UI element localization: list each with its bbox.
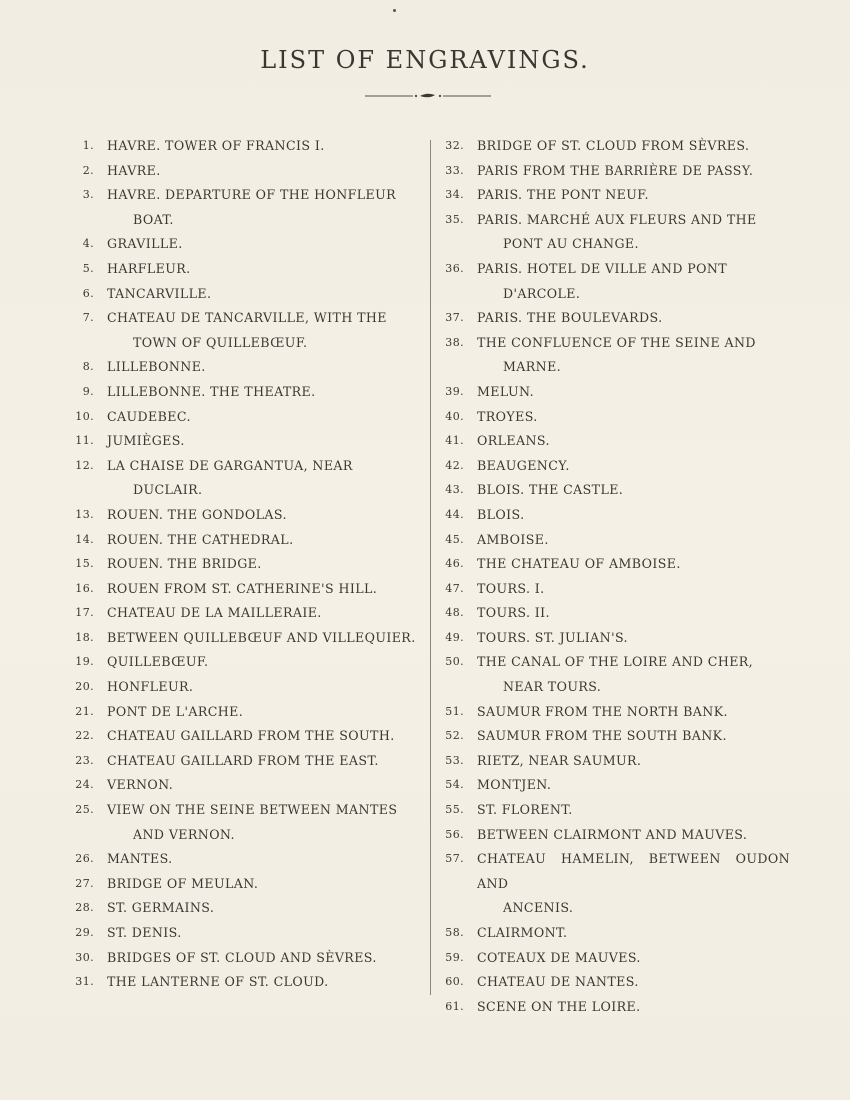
- left-column-list: [60, 134, 420, 995]
- engraving-entry: [60, 282, 420, 307]
- entry-title: [107, 675, 420, 700]
- engraving-entry: [60, 429, 420, 454]
- engraving-entry: [60, 749, 420, 774]
- entry-title: [477, 331, 790, 380]
- entry-title-line: BLOIS. THE CASTLE.: [477, 482, 624, 498]
- engraving-entry: [60, 183, 420, 232]
- entry-title-line: HAVRE.: [107, 162, 161, 178]
- entry-title: [107, 626, 420, 651]
- entry-title: [477, 405, 790, 430]
- entry-title-line: BETWEEN QUILLEBŒUF AND VILLEQUIER.: [107, 629, 416, 645]
- entry-number: 33.: [445, 163, 464, 177]
- entry-title: [477, 798, 790, 823]
- entry-title-line: MANTES.: [107, 851, 173, 867]
- entry-number: 20.: [75, 680, 94, 694]
- entry-title-line: HARFLEUR.: [107, 260, 191, 276]
- entry-number: 26.: [75, 852, 94, 866]
- entry-title-line: GRAVILLE.: [107, 236, 183, 252]
- entry-title: [477, 921, 790, 946]
- entry-title: [107, 405, 420, 430]
- entry-number: 15.: [75, 557, 94, 571]
- engraving-entry: [430, 454, 790, 479]
- engraving-entry: [430, 970, 790, 995]
- engraving-entry: [60, 700, 420, 725]
- entry-title-line: VIEW ON THE SEINE BETWEEN MANTES: [107, 802, 398, 818]
- entry-title-line: THE CONFLUENCE OF THE SEINE AND: [477, 334, 756, 350]
- entry-title-continuation: D'ARCOLE.: [503, 285, 581, 301]
- entry-title: [107, 528, 420, 553]
- entry-number: 57.: [445, 852, 464, 866]
- entry-title-line: MONTJEN.: [477, 777, 552, 793]
- entry-title-line: BETWEEN CLAIRMONT AND MAUVES.: [477, 826, 748, 842]
- engraving-entry: [430, 724, 790, 749]
- engraving-entry: [430, 380, 790, 405]
- entry-title: [107, 159, 420, 184]
- entry-title: [107, 257, 420, 282]
- entry-title-line: TROYES.: [477, 408, 538, 424]
- engraving-entry: [430, 601, 790, 626]
- entry-title: [477, 478, 790, 503]
- engraving-entry: [430, 528, 790, 553]
- entry-number: 21.: [75, 704, 94, 718]
- page-title: LIST OF ENGRAVINGS.: [260, 46, 590, 75]
- entry-number: 55.: [445, 803, 464, 817]
- engraving-entry: [60, 257, 420, 282]
- entry-title-line: CHATEAU GAILLARD FROM THE EAST.: [107, 752, 379, 768]
- engraving-entry: [60, 921, 420, 946]
- entry-title: [477, 429, 790, 454]
- entry-title-line: MELUN.: [477, 383, 534, 399]
- entry-title: [477, 380, 790, 405]
- engraving-entry: [60, 773, 420, 798]
- entry-number: 60.: [445, 975, 464, 989]
- entry-number: 59.: [445, 950, 464, 964]
- entry-number: 34.: [445, 188, 464, 202]
- engraving-entry: [60, 675, 420, 700]
- entry-number: 31.: [75, 975, 94, 989]
- entry-title-line: LILLEBONNE. THE THEATRE.: [107, 383, 316, 399]
- engraving-entry: [430, 134, 790, 159]
- engraving-entry: [430, 306, 790, 331]
- entry-title-line: AMBOISE.: [477, 531, 549, 547]
- entry-title-line: CAUDEBEC.: [107, 408, 191, 424]
- entry-number: 40.: [445, 409, 464, 423]
- entry-number: 32.: [445, 139, 464, 152]
- entry-number: 18.: [75, 630, 94, 644]
- entry-number: 17.: [75, 606, 94, 620]
- entry-number: 52.: [445, 729, 464, 743]
- entry-title-line: BRIDGE OF ST. CLOUD FROM SÈVRES.: [477, 138, 750, 153]
- entry-number: 27.: [75, 876, 94, 890]
- entry-title: [107, 503, 420, 528]
- entry-title-line: PARIS. HOTEL DE VILLE AND PONT: [477, 260, 728, 276]
- entry-title-line: TANCARVILLE.: [107, 285, 212, 301]
- entry-number: 16.: [75, 581, 94, 595]
- engraving-entry: [430, 946, 790, 971]
- entry-title: [477, 626, 790, 651]
- entry-number: 6.: [82, 286, 94, 300]
- engraving-entry: [60, 355, 420, 380]
- entry-title: [107, 749, 420, 774]
- engraving-entry: [430, 995, 790, 1020]
- entry-number: 58.: [445, 926, 464, 939]
- right-column-list: [430, 134, 790, 1019]
- entry-title: [107, 946, 420, 971]
- entry-title-line: PONT DE L'ARCHE.: [107, 703, 244, 719]
- entry-title: [107, 429, 420, 454]
- engraving-entry: [430, 503, 790, 528]
- engraving-entry: [430, 749, 790, 774]
- entry-title-line: BEAUGENCY.: [477, 457, 570, 473]
- entry-title: [477, 577, 790, 602]
- entry-title: [477, 823, 790, 848]
- entry-title: [107, 134, 420, 159]
- entry-number: 25.: [75, 803, 94, 817]
- entry-number: 5.: [82, 261, 94, 275]
- ornament-divider-icon: [365, 90, 491, 102]
- entry-title: [477, 503, 790, 528]
- engraving-entry: [60, 159, 420, 184]
- entry-title: [477, 700, 790, 725]
- engraving-entry: [60, 380, 420, 405]
- entry-title: [107, 970, 420, 995]
- entry-title-line: HAVRE. TOWER OF FRANCIS I.: [107, 138, 325, 153]
- entry-title-line: PARIS FROM THE BARRIÈRE DE PASSY.: [477, 162, 754, 178]
- entry-title-line: PARIS. THE PONT NEUF.: [477, 187, 649, 203]
- entry-number: 61.: [445, 999, 464, 1013]
- entry-title-line: LILLEBONNE.: [107, 359, 206, 375]
- entry-title-continuation: AND VERNON.: [133, 826, 235, 842]
- entry-title-line: CHATEAU DE LA MAILLERAIE.: [107, 605, 322, 621]
- entry-title: [107, 552, 420, 577]
- entry-title-line: CHATEAU GAILLARD FROM THE SOUTH.: [107, 728, 395, 744]
- entry-title-line: CHATEAU DE TANCARVILLE, WITH THE: [107, 310, 387, 326]
- entry-number: 23.: [75, 753, 94, 767]
- entry-title: [477, 183, 790, 208]
- entry-number: 41.: [445, 434, 464, 448]
- entry-title-line: ST. DENIS.: [107, 925, 182, 940]
- entry-title-line: CHATEAU DE NANTES.: [477, 974, 639, 990]
- entry-number: 2.: [82, 163, 94, 177]
- entry-title: [107, 921, 420, 946]
- entry-number: 12.: [75, 458, 94, 472]
- entry-title-line: SAUMUR FROM THE SOUTH BANK.: [477, 728, 727, 744]
- entry-title-line: SCENE ON THE LOIRE.: [477, 998, 641, 1014]
- engraving-entry: [430, 183, 790, 208]
- entry-title: [477, 552, 790, 577]
- entry-number: 42.: [445, 458, 464, 472]
- entry-title-line: CLAIRMONT.: [477, 925, 568, 940]
- entry-title-line: ROUEN. THE CATHEDRAL.: [107, 531, 294, 547]
- entry-title: [477, 159, 790, 184]
- entry-title: [477, 257, 790, 306]
- engraving-entry: [60, 134, 420, 159]
- engraving-entry: [430, 847, 790, 921]
- entry-title: [477, 306, 790, 331]
- entry-number: 43.: [445, 483, 464, 497]
- engraving-entry: [430, 921, 790, 946]
- entry-title: [477, 946, 790, 971]
- engraving-entry: [60, 650, 420, 675]
- entry-title: [107, 650, 420, 675]
- entry-title: [107, 724, 420, 749]
- entry-title-line: QUILLEBŒUF.: [107, 654, 209, 670]
- entry-number: 3.: [82, 188, 94, 202]
- entry-title-line: ROUEN. THE BRIDGE.: [107, 556, 262, 572]
- entry-title-continuation: NEAR TOURS.: [503, 679, 602, 695]
- entry-title: [477, 847, 790, 921]
- entry-title-line: PARIS. MARCHÉ AUX FLEURS AND THE: [477, 211, 757, 227]
- entry-number: 22.: [75, 729, 94, 743]
- entry-title: [477, 134, 790, 159]
- entry-number: 39.: [445, 384, 464, 398]
- entry-number: 51.: [445, 704, 464, 718]
- entry-number: 45.: [445, 532, 464, 546]
- entry-title-line: RIETZ, NEAR SAUMUR.: [477, 752, 642, 768]
- entry-title: [477, 650, 790, 699]
- entry-title-line: COTEAUX DE MAUVES.: [477, 949, 641, 965]
- entry-title: [477, 724, 790, 749]
- engraving-entry: [60, 503, 420, 528]
- engraving-entry: [60, 970, 420, 995]
- entry-title-line: HONFLEUR.: [107, 679, 194, 695]
- engraving-entry: [430, 552, 790, 577]
- engraving-entry: [60, 798, 420, 847]
- entry-title: [107, 773, 420, 798]
- engraving-entry: [430, 823, 790, 848]
- entry-title-line: TOURS. II.: [477, 605, 550, 621]
- entry-number: 46.: [445, 557, 464, 571]
- entry-title-line: BRIDGE OF MEULAN.: [107, 875, 259, 891]
- entry-title-line: ROUEN FROM ST. CATHERINE'S HILL.: [107, 580, 378, 596]
- entry-number: 1.: [82, 139, 94, 152]
- engraving-entry: [60, 232, 420, 257]
- entry-number: 11.: [75, 434, 94, 448]
- engraving-entry: [430, 405, 790, 430]
- entry-number: 29.: [75, 926, 94, 939]
- entry-title-continuation: ANCENIS.: [503, 900, 574, 916]
- entry-number: 10.: [75, 409, 94, 423]
- engraving-entry: [60, 405, 420, 430]
- entry-number: 30.: [75, 950, 94, 964]
- engraving-entry: [60, 847, 420, 872]
- entry-number: 4.: [82, 237, 94, 251]
- entry-number: 56.: [445, 827, 464, 841]
- entry-title-line: THE CHATEAU OF AMBOISE.: [477, 556, 681, 572]
- entry-title-line: CHATEAU HAMELIN, BETWEEN OUDON AND: [477, 851, 790, 891]
- entry-title-line: THE LANTERNE OF ST. CLOUD.: [107, 974, 329, 990]
- engraving-entry: [60, 454, 420, 503]
- entry-title: [107, 847, 420, 872]
- entry-title: [107, 183, 420, 232]
- entry-title-line: VERNON.: [107, 777, 174, 793]
- engraving-entry: [60, 724, 420, 749]
- entry-title-continuation: PONT AU CHANGE.: [503, 236, 639, 252]
- entry-title-line: ST. GERMAINS.: [107, 900, 215, 916]
- engraving-entry: [430, 650, 790, 699]
- engraving-entry: [60, 306, 420, 355]
- printer-dot: [393, 9, 396, 12]
- entry-number: 37.: [445, 311, 464, 325]
- entry-title: [477, 601, 790, 626]
- entry-title: [107, 282, 420, 307]
- entry-number: 13.: [75, 507, 94, 521]
- entry-number: 48.: [445, 606, 464, 620]
- entry-title: [477, 528, 790, 553]
- entry-number: 47.: [445, 581, 464, 595]
- entry-title-line: ORLEANS.: [477, 433, 550, 449]
- entry-title: [107, 380, 420, 405]
- entry-title-line: SAUMUR FROM THE NORTH BANK.: [477, 703, 728, 719]
- engraving-entry: [430, 478, 790, 503]
- entry-number: 54.: [445, 778, 464, 792]
- entry-title: [107, 601, 420, 626]
- entry-title: [107, 232, 420, 257]
- engraving-entry: [60, 626, 420, 651]
- entry-title: [107, 896, 420, 921]
- entry-number: 44.: [445, 507, 464, 521]
- engraving-entry: [430, 626, 790, 651]
- engraving-entry: [430, 159, 790, 184]
- engraving-entry: [60, 896, 420, 921]
- entry-title-line: TOURS. ST. JULIAN'S.: [477, 629, 628, 645]
- entry-title-line: JUMIÈGES.: [107, 433, 185, 449]
- entry-title: [477, 749, 790, 774]
- entry-number: 38.: [445, 335, 464, 349]
- entry-title-line: HAVRE. DEPARTURE OF THE HONFLEUR: [107, 187, 397, 203]
- entry-title-continuation: MARNE.: [503, 359, 562, 375]
- entry-title-line: ST. FLORENT.: [477, 802, 573, 818]
- entry-title-line: THE CANAL OF THE LOIRE AND CHER,: [477, 654, 754, 670]
- entry-title: [107, 454, 420, 503]
- entry-number: 8.: [82, 360, 94, 374]
- entry-title: [477, 970, 790, 995]
- engraving-entry: [60, 872, 420, 897]
- entry-title-line: PARIS. THE BOULEVARDS.: [477, 310, 663, 326]
- entry-title-line: LA CHAISE DE GARGANTUA, NEAR: [107, 457, 353, 473]
- entry-title: [477, 995, 790, 1020]
- engraving-entry: [430, 700, 790, 725]
- entry-title: [107, 355, 420, 380]
- entry-title-line: ROUEN. THE GONDOLAS.: [107, 506, 287, 522]
- entry-title: [107, 700, 420, 725]
- engraving-entry: [430, 331, 790, 380]
- engraving-entry: [60, 946, 420, 971]
- entry-title: [107, 798, 420, 847]
- entry-number: 49.: [445, 630, 464, 644]
- engraving-entry: [60, 577, 420, 602]
- engraving-entry: [430, 208, 790, 257]
- engraving-entry: [430, 577, 790, 602]
- entry-title: [107, 577, 420, 602]
- entry-title: [477, 454, 790, 479]
- entry-title: [477, 773, 790, 798]
- entry-title: [107, 306, 420, 355]
- entry-title-line: BRIDGES OF ST. CLOUD AND SÈVRES.: [107, 949, 377, 965]
- entry-title-continuation: TOWN OF QUILLEBŒUF.: [133, 334, 308, 350]
- entry-title-continuation: BOAT.: [133, 211, 174, 227]
- entry-title: [107, 872, 420, 897]
- entry-title: [477, 208, 790, 257]
- entry-number: 19.: [75, 655, 94, 669]
- entry-number: 9.: [82, 384, 94, 398]
- engraving-entry: [60, 601, 420, 626]
- entry-title-line: BLOIS.: [477, 506, 525, 522]
- engraving-entry: [430, 429, 790, 454]
- entry-number: 7.: [82, 311, 94, 325]
- entry-number: 50.: [445, 655, 464, 669]
- entry-title-line: TOURS. I.: [477, 580, 545, 596]
- entry-number: 14.: [75, 532, 94, 546]
- engraving-entry: [60, 552, 420, 577]
- engraving-entry: [430, 773, 790, 798]
- entry-title-continuation: DUCLAIR.: [133, 482, 203, 498]
- entry-number: 36.: [445, 261, 464, 275]
- engraving-entry: [430, 798, 790, 823]
- entry-number: 35.: [445, 212, 464, 226]
- entry-number: 53.: [445, 753, 464, 767]
- entry-number: 28.: [75, 901, 94, 915]
- engraving-entry: [60, 528, 420, 553]
- engraving-entry: [430, 257, 790, 306]
- entry-number: 24.: [75, 778, 94, 792]
